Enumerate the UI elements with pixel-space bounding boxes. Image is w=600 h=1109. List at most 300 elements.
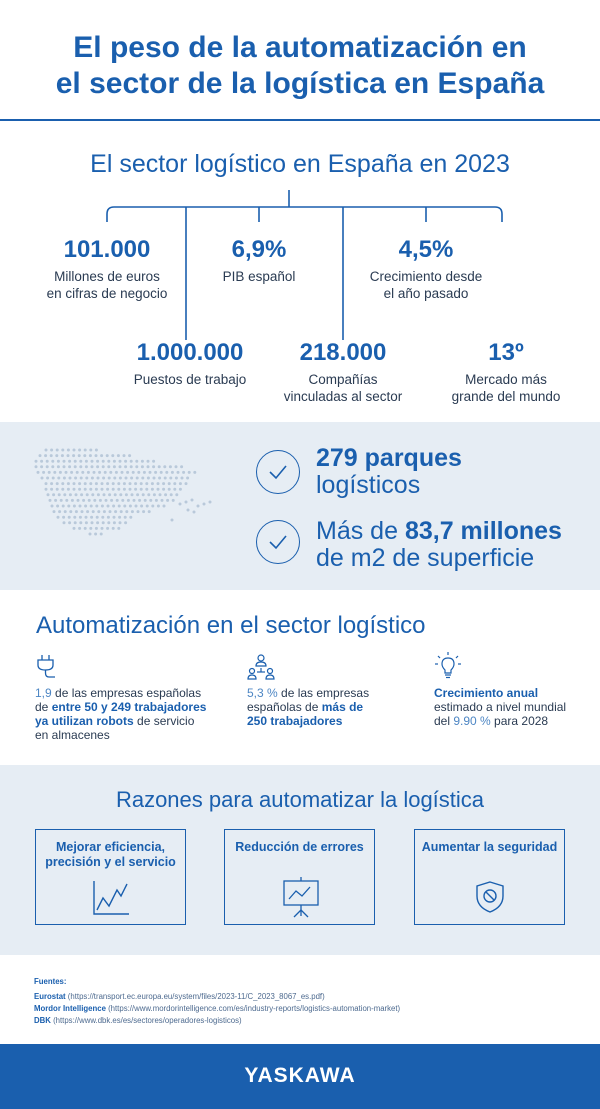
map-dot [164,493,167,496]
stat-value: 218.000 [299,339,387,366]
map-dot [35,465,38,468]
stat-growth [352,236,500,302]
map-dot [85,460,88,463]
stat-market-rank [436,339,576,405]
map-dot [197,505,200,508]
source-item [34,1015,400,1027]
map-dot [137,510,140,513]
map-dot [124,516,127,519]
reason-label-line: precisión y el servicio [45,855,176,869]
map-dot [65,499,68,502]
logistics-parks-band [0,422,600,590]
map-dot [112,527,115,530]
map-dot [58,493,61,496]
map-dot [107,521,110,524]
map-dot [63,460,66,463]
map-dot [90,505,93,508]
map-dot [35,460,38,463]
map-dot [46,477,49,480]
source-url[interactable]: (https://www.dbk.es/es/sectores/operadores-logisticos) [50,1016,242,1025]
map-dot [81,471,84,474]
map-dot [106,527,109,530]
map-dot [181,477,184,480]
sector-heading: El sector logístico en España en 2023 [90,150,510,178]
map-dot [78,527,81,530]
map-dot [172,499,175,502]
stat-label-line: en cifras de negocio [46,286,168,301]
map-dot [39,454,42,457]
map-dot [47,493,50,496]
map-dot [179,503,182,506]
presentation-board-icon [281,876,321,918]
robots-text: de [35,700,52,714]
map-dot [124,521,127,524]
stat-value: 1.000.000 [136,339,244,366]
map-dot [152,460,155,463]
map-dot [67,482,70,485]
map-dot [182,471,185,474]
stat-gdp [200,236,318,285]
map-dot [70,471,73,474]
lightbulb-icon [434,652,462,680]
map-dot [151,505,154,508]
map-dot [147,477,150,480]
map-dot [89,488,92,491]
map-dot [146,505,149,508]
map-dot [94,533,97,536]
map-dot [113,477,116,480]
map-dot [175,493,178,496]
stat-value: 4,5% [398,236,454,263]
map-dot [119,465,122,468]
robots-text: de servicio [133,714,195,728]
map-dot [175,465,178,468]
map-dot [85,465,88,468]
map-dot [112,488,115,491]
map-dot [102,477,105,480]
map-dot [57,477,60,480]
map-dot [113,521,116,524]
map-dot [158,465,161,468]
map-dot [106,482,109,485]
map-dot [132,471,135,474]
map-dot [117,454,120,457]
map-dot [185,501,188,504]
growth-text: para 2028 [490,714,549,728]
map-dot [127,499,130,502]
parks-count: 279 parques [316,444,462,472]
map-dot [118,505,121,508]
map-dot [71,499,74,502]
map-dot [73,516,76,519]
map-dot [95,482,98,485]
robots-text: en almacenes [35,728,110,742]
map-dot [125,477,128,480]
map-dot [89,533,92,536]
map-dot [140,488,143,491]
map-dot [67,449,70,452]
reason-error-reduction [224,829,375,925]
map-dot [82,499,85,502]
map-dot [130,465,133,468]
map-dot [58,510,61,513]
map-dot [131,493,134,496]
map-dot [100,454,103,457]
automation-stat-large-companies [247,686,369,728]
stat-value: 13º [488,339,524,366]
map-dot [175,477,178,480]
growth-text: estimado a nivel mundial [434,700,567,714]
map-dot [145,488,148,491]
map-dot [80,493,83,496]
companies-text: españolas de [247,700,322,714]
map-dot [78,482,81,485]
stat-label [436,371,576,405]
map-dot [96,460,99,463]
map-dot [90,516,93,519]
map-dot [124,460,127,463]
map-dot [149,499,152,502]
map-dot [95,527,98,530]
stat-companies [270,339,416,405]
map-dot [78,488,81,491]
map-dot [125,493,128,496]
map-dot [57,465,60,468]
map-dot [105,499,108,502]
stat-label [352,268,500,302]
map-dot [55,454,58,457]
automation-stat-growth [434,686,566,728]
map-dot [131,510,134,513]
map-dot [121,471,124,474]
plug-icon [35,654,57,680]
map-dot [142,510,145,513]
map-dot [101,516,104,519]
map-dot [88,499,91,502]
map-dot [89,454,92,457]
map-dot [153,493,156,496]
map-dot [95,449,98,452]
map-dot [145,482,148,485]
map-dot [102,460,105,463]
map-dot [51,460,54,463]
map-dot [50,488,53,491]
map-dot [177,471,180,474]
map-dot [89,527,92,530]
stat-revenue [24,236,190,302]
map-dot [61,488,64,491]
map-dot [147,465,150,468]
surface-label: de m2 de superficie [316,544,535,572]
map-dot [170,493,173,496]
spain-dot-map [30,444,220,584]
stat-label-line: Compañías [308,372,378,387]
map-dot [187,509,190,512]
source-name: Eurostat [34,992,66,1001]
map-dot [84,482,87,485]
map-dot [62,505,65,508]
map-dot [193,471,196,474]
map-dot [186,477,189,480]
map-dot [116,499,119,502]
robots-percent: 1,9 [35,686,52,700]
map-dot [60,499,63,502]
map-dot [106,454,109,457]
map-dot [141,477,144,480]
map-dot [129,488,132,491]
map-dot [74,460,77,463]
companies-highlight: más de [321,700,364,714]
map-dot [78,449,81,452]
map-dot [45,488,48,491]
map-dot [173,488,176,491]
map-dot [95,454,98,457]
map-dot [135,505,138,508]
map-dot [162,482,165,485]
map-dot [128,454,131,457]
map-dot [61,449,64,452]
stat-label [110,371,270,388]
map-dot [161,499,164,502]
map-dot [85,516,88,519]
reason-safety [414,829,565,925]
footer-bar [0,1044,600,1109]
page-title [0,30,600,102]
map-dot [41,477,44,480]
map-dot [185,482,188,485]
map-dot [133,499,136,502]
map-dot [103,493,106,496]
surface-value: 83,7 millones [404,517,562,545]
map-dot [50,449,53,452]
map-dot [111,454,114,457]
map-dot [126,471,129,474]
stat-value: 101.000 [63,236,151,263]
map-dot [108,477,111,480]
check-icon [256,450,300,494]
map-dot [109,471,112,474]
map-dot [89,482,92,485]
map-dot [100,533,103,536]
map-dot [124,465,127,468]
map-dot [96,516,99,519]
map-dot [141,465,144,468]
map-dot [130,460,133,463]
map-dot [45,449,48,452]
map-dot [96,465,99,468]
map-dot [61,482,64,485]
map-dot [67,488,70,491]
map-dot [159,493,162,496]
title-line-2: el sector de la logística en España [55,67,545,100]
map-dot [51,465,54,468]
map-dot [73,527,76,530]
map-dot [157,488,160,491]
map-dot [53,510,56,513]
source-url[interactable]: (https://www.mordorintelligence.com/es/industry-reports/logistics-automation-market) [105,1004,401,1013]
map-dot [52,477,55,480]
map-dot [63,493,66,496]
map-dot [50,482,53,485]
map-dot [130,477,133,480]
map-dot [44,454,47,457]
shield-icon [473,880,507,914]
map-dot [117,527,120,530]
map-dot [162,488,165,491]
robots-highlight: ya utilizan robots [35,714,134,728]
map-dot [79,460,82,463]
map-dot [62,516,65,519]
map-dot [144,499,147,502]
map-dot [113,516,116,519]
map-dot [76,471,79,474]
map-dot [123,488,126,491]
growth-highlight: Crecimiento anual [434,686,539,700]
map-dot [84,505,87,508]
source-url[interactable]: (https://transport.ec.europa.eu/system/files/2023-11/C_2023_8067_es.pdf) [65,992,325,1001]
surface-text [316,518,562,572]
source-item [34,991,400,1003]
map-dot [81,510,84,513]
map-dot [209,501,212,504]
map-dot [63,477,66,480]
map-dot [101,527,104,530]
map-dot [73,482,76,485]
map-dot [83,454,86,457]
map-dot [40,465,43,468]
map-dot [147,493,150,496]
map-dot [149,471,152,474]
reasons-heading: Razones para automatizar la logística [115,787,485,812]
map-dot [171,519,174,522]
map-dot [137,471,140,474]
map-dot [155,499,158,502]
reason-label-line: Mejorar eficiencia, [55,840,166,854]
map-dot [95,505,98,508]
title-divider [0,119,600,121]
map-dot [140,482,143,485]
map-dot [79,465,82,468]
parks-label: logísticos [316,471,421,499]
title-line-1: El peso de la automatización en [73,31,527,64]
map-dot [61,454,64,457]
team-icon [247,654,275,680]
map-dot [112,482,115,485]
map-dot [157,482,160,485]
map-dot [179,482,182,485]
map-dot [114,510,117,513]
map-dot [168,488,171,491]
reason-label-line: Reducción de errores [235,840,364,854]
map-dot [92,510,95,513]
map-dot [119,460,122,463]
map-dot [138,499,141,502]
map-dot [107,505,110,508]
map-dot [91,460,94,463]
map-dot [69,510,72,513]
map-dot [95,488,98,491]
source-name: DBK [34,1016,51,1025]
map-dot [119,521,122,524]
surface-prefix: Más de [316,517,405,545]
map-dot [93,499,96,502]
map-dot [64,510,67,513]
automation-stat-robots [35,686,206,742]
map-dot [37,471,40,474]
map-dot [165,471,168,474]
map-dot [115,471,118,474]
map-dot [109,510,112,513]
map-dot [108,493,111,496]
map-dot [191,499,194,502]
reason-efficiency [35,829,186,925]
robots-text: de las empresas españolas [51,686,202,700]
map-dot [85,477,88,480]
map-dot [121,499,124,502]
map-dot [173,482,176,485]
map-dot [110,499,113,502]
map-dot [123,482,126,485]
map-dot [54,499,57,502]
map-dot [104,471,107,474]
stat-label [200,268,318,285]
map-dot [171,471,174,474]
map-dot [65,471,68,474]
map-dot [169,465,172,468]
map-dot [147,460,150,463]
map-dot [102,465,105,468]
map-dot [101,488,104,491]
map-dot [91,465,94,468]
map-dot [86,510,89,513]
map-dot [101,482,104,485]
map-dot [79,505,82,508]
map-dot [180,465,183,468]
map-dot [85,521,88,524]
map-dot [103,510,106,513]
map-dot [57,516,60,519]
map-dot [97,510,100,513]
map-dot [157,505,160,508]
map-dot [148,510,151,513]
map-dot [48,471,51,474]
map-dot [135,465,138,468]
map-dot [50,454,53,457]
map-dot [68,521,71,524]
map-dot [68,516,71,519]
map-dot [118,516,121,519]
map-dot [188,471,191,474]
map-dot [169,477,172,480]
reason-label [415,840,564,855]
map-dot [152,465,155,468]
map-dot [141,460,144,463]
map-dot [98,471,101,474]
map-dot [80,477,83,480]
yaskawa-logo: YASKAWA [244,1064,356,1087]
map-dot [102,521,105,524]
map-dot [63,521,66,524]
map-dot [113,465,116,468]
map-dot [40,460,43,463]
map-dot [87,471,90,474]
automation-heading: Automatización en el sector logístico [36,612,426,639]
map-dot [78,454,81,457]
map-dot [142,493,145,496]
map-dot [125,510,128,513]
stat-label-line: Crecimiento desde [369,269,483,284]
reason-label [36,840,185,870]
